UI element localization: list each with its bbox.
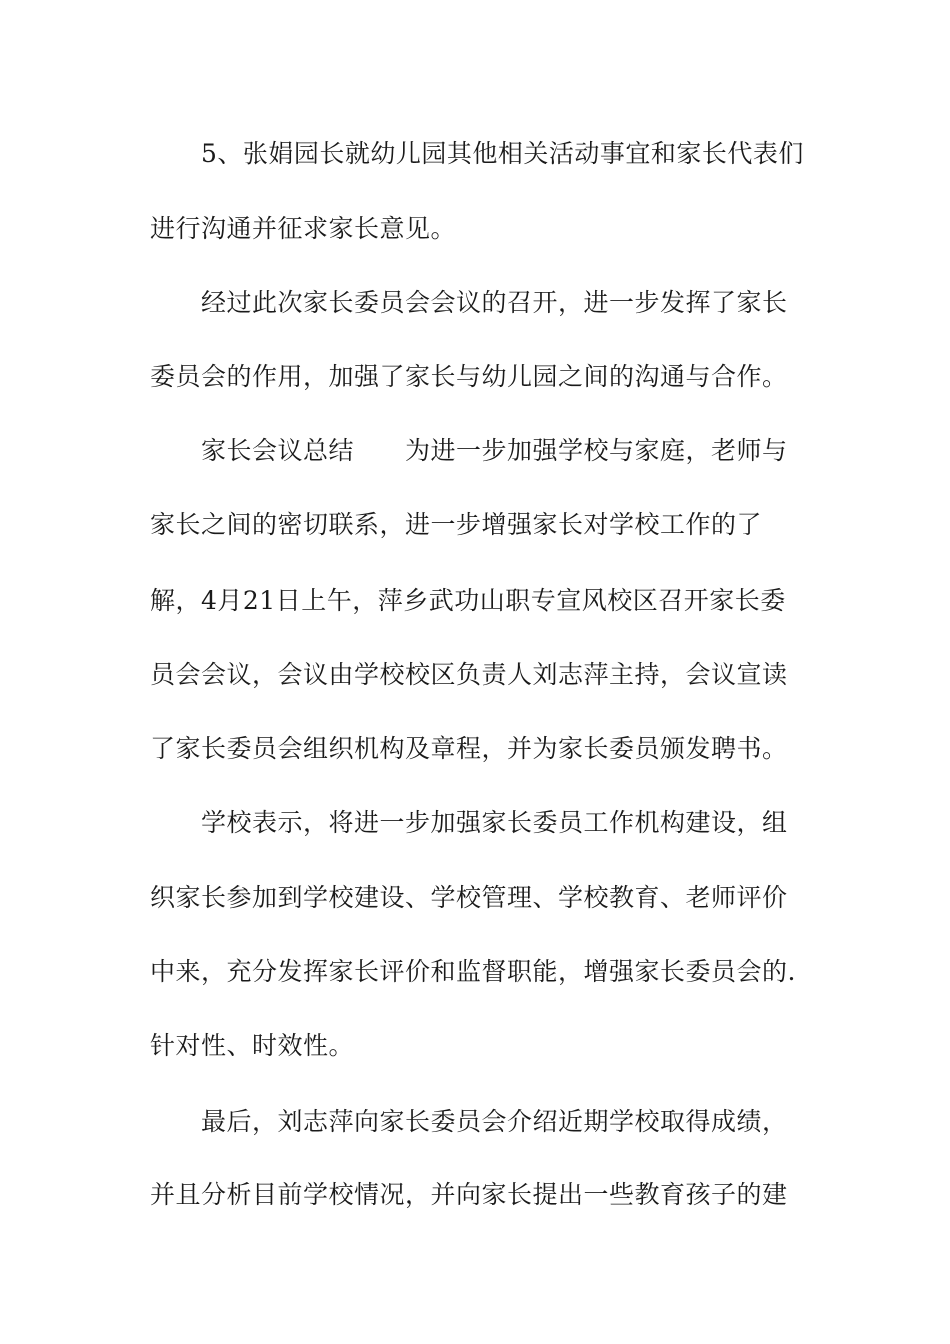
paragraph-4-line-3: 中来，充分发挥家长评价和监督职能，增强家长委员会的.: [150, 957, 796, 986]
paragraph-2-line-2: 委员会的作用，加强了家长与幼儿园之间的沟通与合作。: [150, 362, 788, 391]
paragraph-4-line-4: 针对性、时效性。: [150, 1031, 355, 1060]
paragraph-4-line-1: 学校表示，将进一步加强家长委员工作机构建设，组: [201, 808, 788, 837]
paragraph-5-line-1: 最后，刘志萍向家长委员会介绍近期学校取得成绩，: [201, 1107, 788, 1136]
paragraph-1-line-1: 5、张娟园长就幼儿园其他相关活动事宜和家长代表们: [201, 139, 804, 168]
paragraph-3-line-2: 家长之间的密切联系，进一步增强家长对学校工作的了: [150, 510, 763, 539]
paragraph-3-line-3: 解，4月21日上午，萍乡武功山职专宣风校区召开家长委: [150, 586, 786, 615]
paragraph-4-line-2: 织家长参加到学校建设、学校管理、学校教育、老师评价: [150, 883, 788, 912]
paragraph-1-line-2: 进行沟通并征求家长意见。: [150, 214, 457, 243]
paragraph-3-line-5: 了家长委员会组织机构及章程，并为家长委员颁发聘书。: [150, 734, 788, 763]
paragraph-3-line-4: 员会会议，会议由学校校区负责人刘志萍主持，会议宣读: [150, 660, 788, 689]
paragraph-3-line-1: 家长会议总结 为进一步加强学校与家庭，老师与: [201, 436, 788, 465]
paragraph-2-line-1: 经过此次家长委员会会议的召开，进一步发挥了家长: [201, 288, 788, 317]
paragraph-5-line-2: 并且分析目前学校情况，并向家长提出一些教育孩子的建: [150, 1180, 788, 1209]
